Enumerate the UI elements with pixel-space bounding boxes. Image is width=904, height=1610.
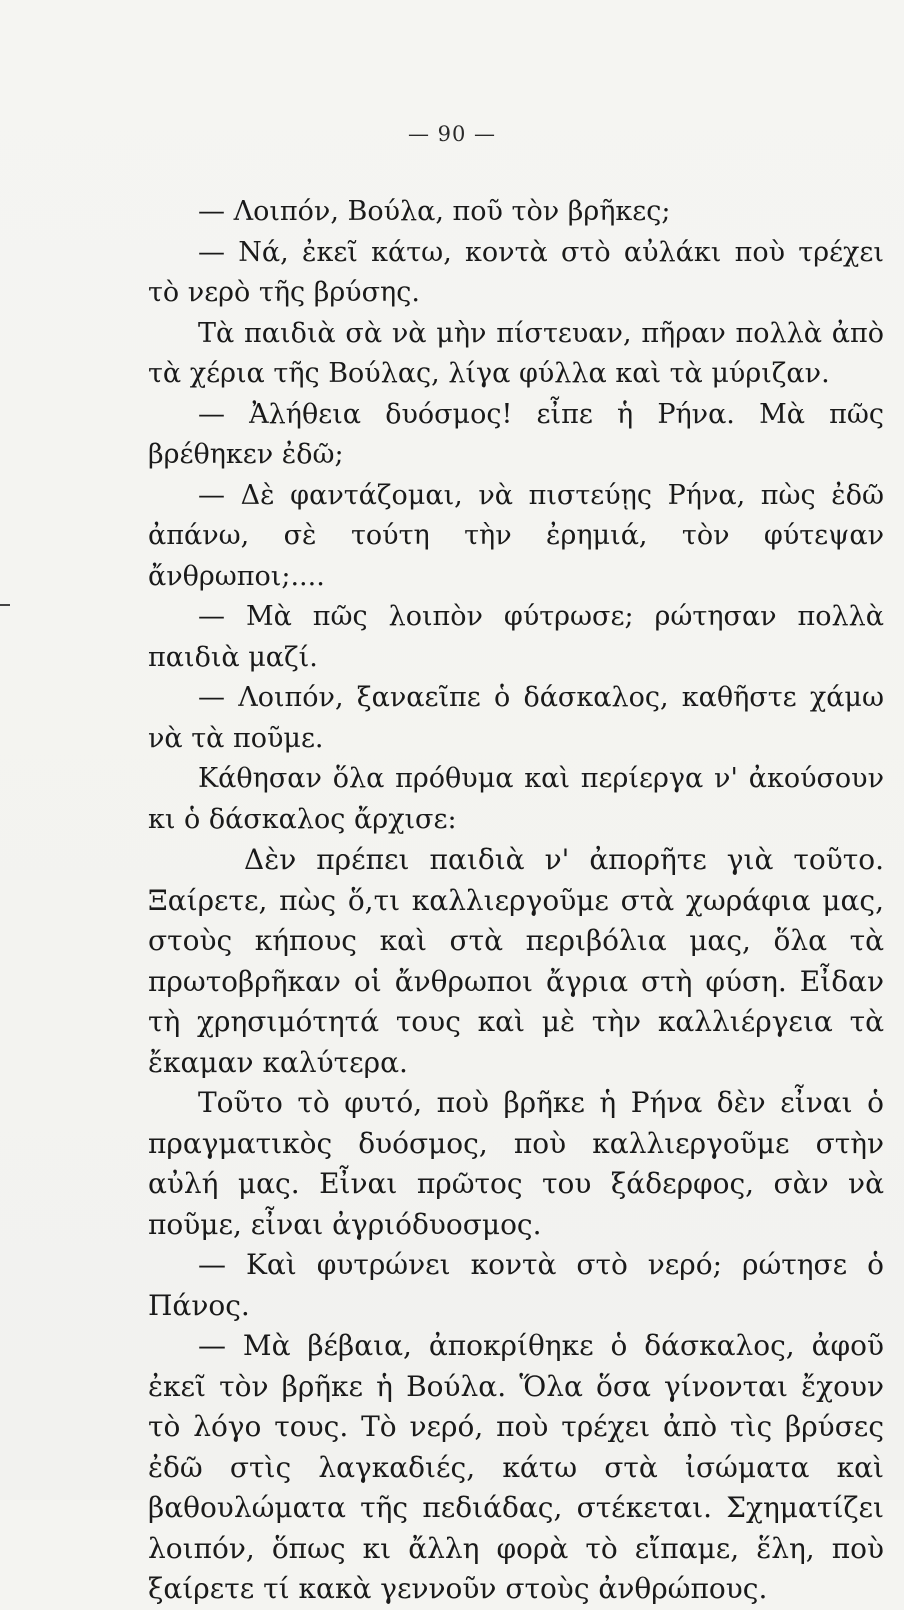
paragraph-2: — Νά, ἐκεῖ κάτω, κοντὰ στὸ αὐλάκι ποὺ τρέχει τὸ νερὸ τῆς βρύσης. bbox=[148, 236, 884, 308]
page-number: — 90 — bbox=[407, 122, 497, 146]
paragraph-5: — Δὲ φαντάζομαι, νὰ πιστεύῃς Ρήνα, πὼς ἐδῶ ἀπάνω, σὲ τούτη τὴν ἐρημιά, τὸν φύτεψαν ἄνθρωποι;.... bbox=[148, 479, 884, 592]
paragraph-12: — Μὰ βέβαια, ἀποκρίθηκε ὁ δάσκαλος, ἀφοῦ ἐκεῖ τὸν βρῆκε ἡ Βούλα. Ὅλα ὅσα γίνονται ἔχουν τὸ λόγο τους. Τὸ νερό, ποὺ τρέχει ἀπὸ τὶς βρύσες ἐδῶ στὶς λαγκαδιές, κάτω στὰ ἰσώματα καὶ βαθουλώματα τῆς πεδιάδας, στέκεται. Σχηματίζει λοιπόν, ὅπως κι ἄλλη φορὰ τὸ εἴπαμε, ἕλη, ποὺ ξαίρετε τί κακὰ γεννοῦν στοὺς ἀνθρώπους. bbox=[148, 1329, 884, 1605]
paragraph-9: Δὲν πρέπει παιδιὰ ν' ἀπορῆτε γιὰ τοῦτο. Ξαίρετε, πὼς ὅ,τι καλλιεργοῦμε στὰ χωράφια μας, στοὺς κήπους καὶ στὰ περιβόλια μας, ὅλα τὰ πρωτοβρῆκαν οἱ ἄνθρωποι ἄγρια στὴ φύση. Εἶδαν τὴ χρησιμότητά τους καὶ μὲ τὴν καλλιέργεια τὰ ἔκαμαν καλύτερα. bbox=[148, 843, 884, 1079]
paragraph-4: — Ἀλήθεια δυόσμος! εἶπε ἡ Ρήνα. Μὰ πῶς βρέθηκεν ἐδῶ; bbox=[148, 398, 884, 470]
paragraph-8: Κάθησαν ὅλα πρόθυμα καὶ περίεργα ν' ἀκούσουν κι ὁ δάσκαλος ἄρχισε: bbox=[148, 763, 884, 835]
paragraph-3: Τὰ παιδιὰ σὰ νὰ μὴν πίστευαν, πῆραν πολλὰ ἀπὸ τὰ χέρια τῆς Βούλας, λίγα φύλλα καὶ τὰ μύριζαν. bbox=[148, 317, 884, 389]
page-body-text bbox=[148, 192, 884, 1610]
paragraph-7: — Λοιπόν, ξαναεῖπε ὁ δάσκαλος, καθῆστε χάμω νὰ τὰ ποῦμε. bbox=[148, 682, 884, 754]
paragraph-11: — Καὶ φυτρώνει κοντὰ στὸ νερό; ρώτησε ὁ Πάνος. bbox=[148, 1248, 884, 1322]
margin-mark bbox=[0, 604, 10, 606]
paragraph-10: Τοῦτο τὸ φυτό, ποὺ βρῆκε ἡ Ρήνα δὲν εἶναι ὁ πραγματικὸς δυόσμος, ποὺ καλλιεργοῦμε στὴν αὐλή μας. Εἶναι πρῶτος του ξάδερφος, σὰν νὰ ποῦμε, εἶναι ἀγριόδυοσμος. bbox=[148, 1086, 884, 1241]
paragraph-1: — Λοιπόν, Βούλα, ποῦ τὸν βρῆκες; bbox=[198, 196, 671, 227]
paragraph-6: — Μὰ πῶς λοιπὸν φύτρωσε; ρώτησαν πολλὰ παιδιὰ μαζί. bbox=[148, 601, 884, 673]
